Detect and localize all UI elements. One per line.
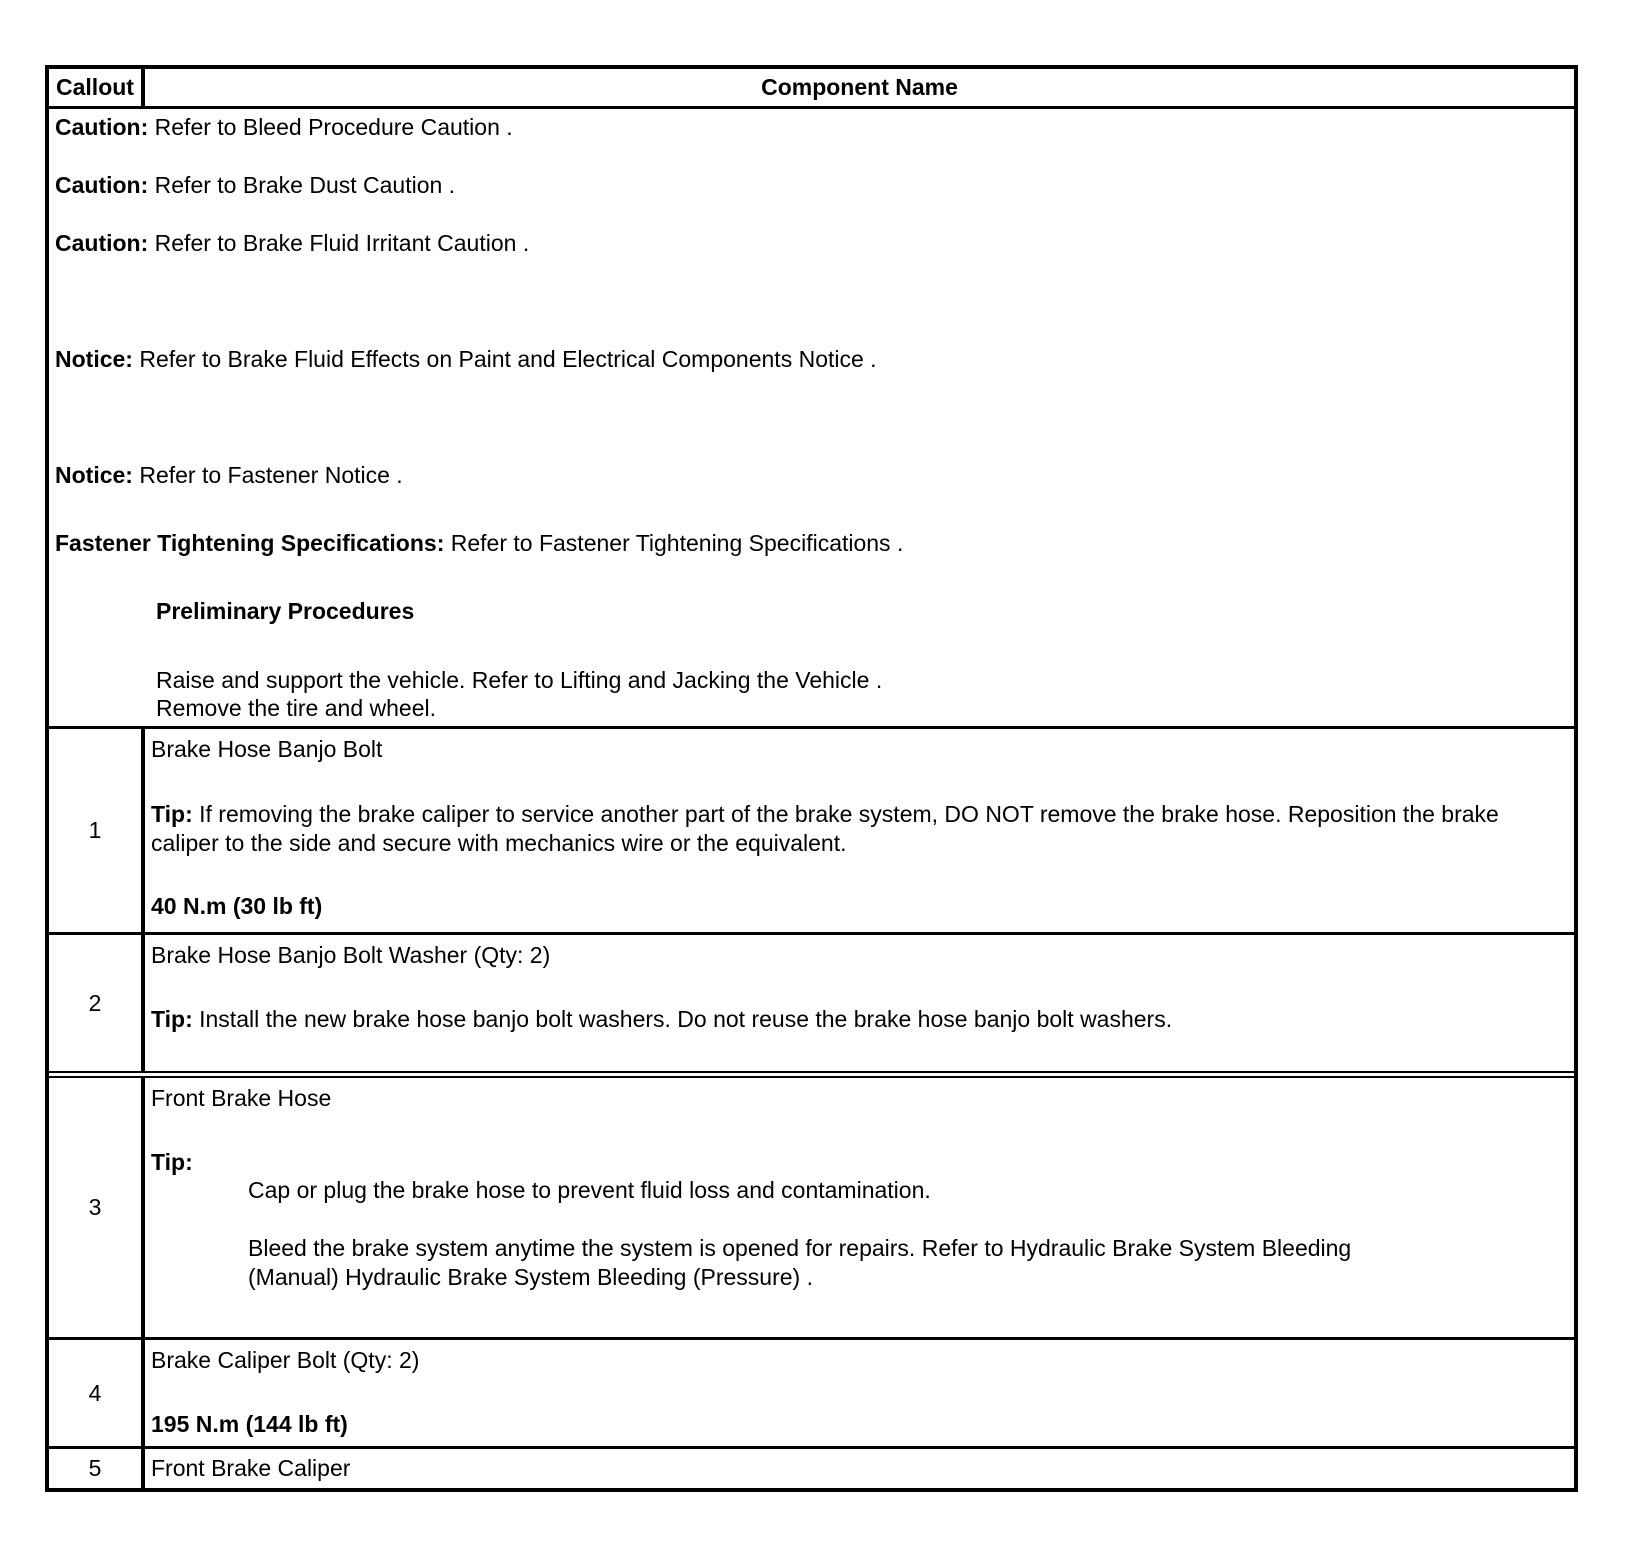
component-name: Brake Caliper Bolt (Qty: 2) [151, 1347, 420, 1373]
notice-text: Refer to Fastener Notice . [139, 462, 403, 488]
component-name: Front Brake Caliper [151, 1455, 351, 1481]
preliminary-step-2: Remove the tire and wheel. [156, 695, 436, 721]
caution-line-1 [55, 114, 513, 141]
component-cell [145, 935, 1574, 1071]
fastener-spec-label: Fastener Tightening Specifications: [55, 530, 445, 556]
notice-text: Refer to Brake Fluid Effects on Paint and Electrical Components Notice . [139, 346, 877, 372]
tip-text [151, 1006, 1172, 1033]
component-table [45, 65, 1578, 1492]
caution-line-3 [55, 230, 529, 257]
callout-number: 5 [49, 1449, 145, 1488]
callout-number: 1 [49, 729, 145, 932]
table-header-row [49, 69, 1574, 109]
table-row [49, 935, 1574, 1078]
fastener-spec-line [55, 530, 903, 557]
notice-label: Notice: [55, 462, 133, 488]
callout-number: 3 [49, 1078, 145, 1337]
caution-label: Caution: [55, 230, 149, 256]
caution-text: Refer to Bleed Procedure Caution . [154, 114, 513, 140]
notice-line-1 [55, 346, 877, 373]
caution-label: Caution: [55, 114, 149, 140]
tip-label: Tip: [151, 1149, 193, 1175]
preliminary-step-1: Raise and support the vehicle. Refer to Lifting and Jacking the Vehicle . [156, 667, 883, 693]
notice-line-2 [55, 462, 403, 489]
callout-header: Callout [49, 69, 145, 106]
component-cell [145, 1449, 1574, 1488]
table-row [49, 1078, 1574, 1340]
caution-text: Refer to Brake Fluid Irritant Caution . [154, 230, 530, 256]
component-name: Brake Hose Banjo Bolt Washer (Qty: 2) [151, 942, 551, 968]
component-cell [145, 729, 1574, 932]
table-row [49, 729, 1574, 935]
tip-item-2: Bleed the brake system anytime the system is opened for repairs. Refer to Hydraulic Brake System Bleeding (Manual) Hydraulic Brake System Bleeding (Pressure) . [248, 1235, 1352, 1290]
table-row [49, 1449, 1574, 1488]
component-cell [145, 1340, 1574, 1446]
caution-text: Refer to Brake Dust Caution . [154, 172, 456, 198]
callout-number: 2 [49, 935, 145, 1071]
component-name-header: Component Name [761, 74, 958, 100]
notes-cell [49, 109, 1574, 726]
tip-body: If removing the brake caliper to service another part of the brake system, DO NOT remove the brake hose. Reposition the brake caliper to the side and secure with mechanics wire or the equivalent. [151, 801, 1499, 856]
component-cell [145, 1078, 1574, 1337]
tip-label: Tip: [151, 1006, 193, 1032]
fastener-spec-text: Refer to Fastener Tightening Specifications . [450, 530, 904, 556]
component-name: Front Brake Hose [151, 1085, 332, 1111]
tip-body: Install the new brake hose banjo bolt washers. Do not reuse the brake hose banjo bolt washers. [199, 1006, 1173, 1032]
tip-text [151, 800, 1568, 858]
callout-number: 4 [49, 1340, 145, 1446]
tip-label: Tip: [151, 801, 193, 827]
torque-spec: 195 N.m (144 lb ft) [151, 1411, 348, 1437]
notes-row [49, 109, 1574, 729]
notice-label: Notice: [55, 346, 133, 372]
preliminary-procedures-title: Preliminary Procedures [156, 598, 415, 624]
torque-spec: 40 N.m (30 lb ft) [151, 893, 323, 919]
caution-line-2 [55, 172, 455, 199]
table-row [49, 1340, 1574, 1449]
tip-item-1: Cap or plug the brake hose to prevent fluid loss and contamination. [248, 1177, 931, 1203]
component-name: Brake Hose Banjo Bolt [151, 736, 383, 762]
caution-label: Caution: [55, 172, 149, 198]
